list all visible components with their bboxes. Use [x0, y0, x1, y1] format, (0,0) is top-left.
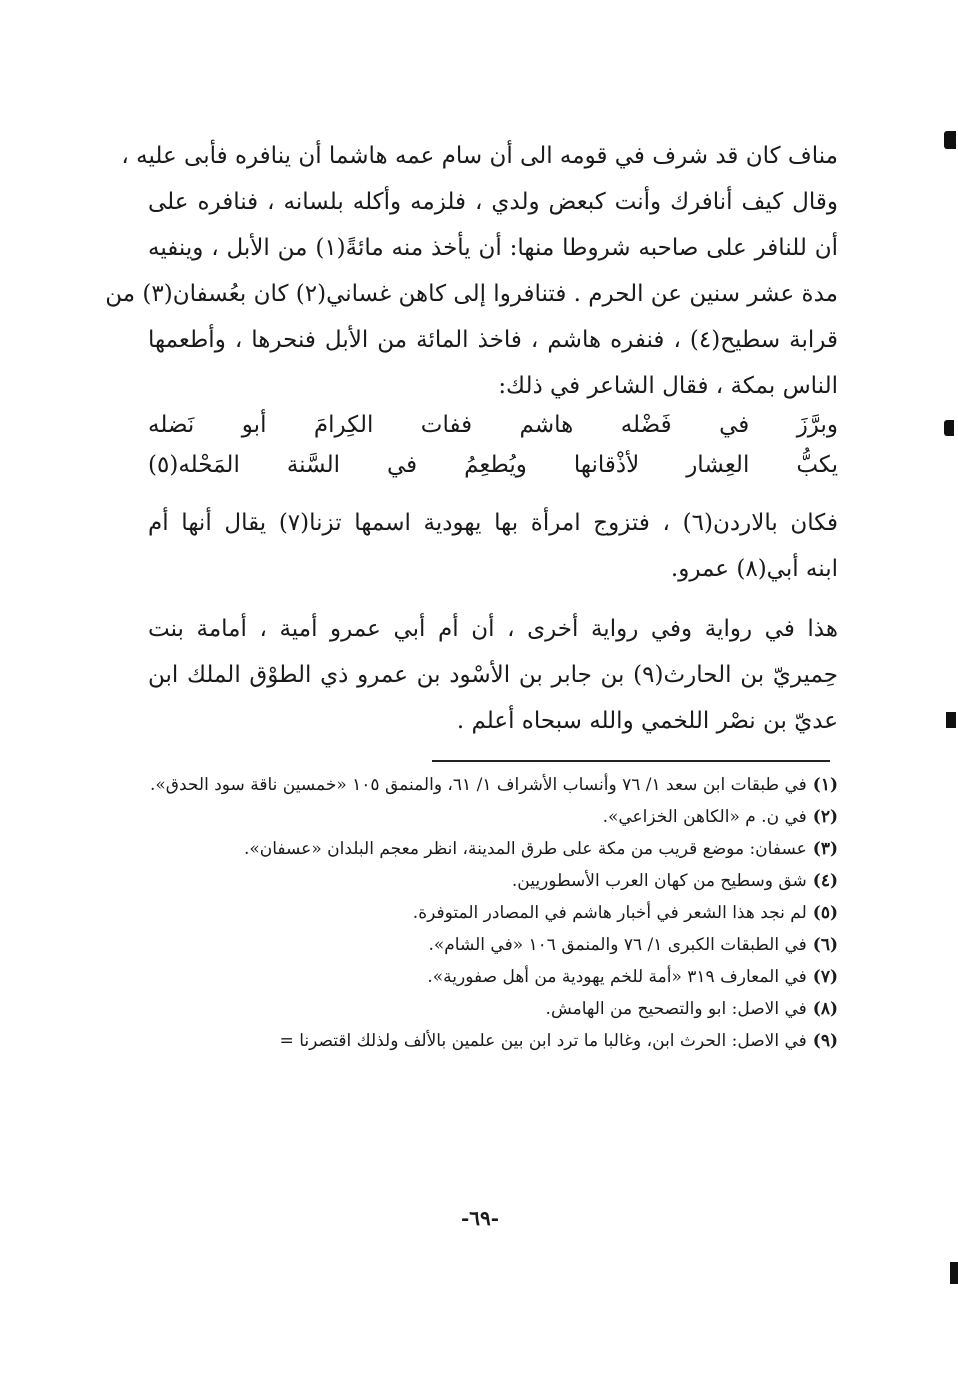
footnote-text: في الطبقات الكبرى ١/ ٧٦ والمنمق ١٠٦ «في الشام».: [428, 935, 807, 955]
text-line: أن للنافر على صاحبه شروطا منها: أن يأخذ منه مائةً(١) من الأبل ، وينفيه: [148, 235, 838, 261]
text-line: هذا في رواية وفي رواية أخرى ، أن أم أبي عمرو أمية ، أمامة بنت: [148, 616, 838, 642]
footnote-number: (٦): [812, 935, 838, 955]
footnote-number: (٢): [812, 807, 838, 827]
verse-word: فَضْله: [620, 412, 672, 438]
verse-word: وبرَّزَ: [796, 412, 838, 438]
verse-word: أبو: [241, 412, 267, 438]
footnote-item: [148, 836, 838, 862]
footnote-number: (٧): [812, 967, 838, 987]
text-line: وقال كيف أنافرك وأنت كبعض ولدي ، فلزمه وأكله بلسانه ، فنافره على: [148, 189, 838, 215]
footnote-item: [148, 900, 838, 926]
footnotes: [148, 772, 838, 1054]
text-line: مدة عشر سنين عن الحرم . فتنافروا إلى كاهن غساني(٢) كان بعُسفان(٣) من: [105, 281, 838, 307]
footnote-item: [148, 1028, 838, 1054]
text-line: عديّ بن نصْر اللخمي والله سبحاه أعلم .: [456, 708, 838, 734]
text-line: فكان بالاردن(٦) ، فتزوج امرأة بها يهودية اسمها تزنا(٧) يقال أنها أم: [148, 510, 838, 536]
footnote-text: عسفان: موضع قريب من مكة على طرق المدينة، انظر معجم البلدان «عسفان».: [243, 839, 807, 859]
footnote-item: [148, 932, 838, 958]
verse-word: هاشم: [519, 412, 574, 438]
footnote-item: [148, 804, 838, 830]
verse-word: نَضله: [148, 412, 195, 438]
verse-word: العِشار: [686, 452, 750, 478]
footnote-text: في ن. م «الكاهن الخزاعي».: [602, 807, 807, 827]
text-line: قرابة سطيح(٤) ، فنفره هاشم ، فاخذ المائة من الأبل فنحرها ، وأطعمها: [148, 327, 838, 353]
paragraph-1: [105, 133, 838, 409]
footnote-item: [148, 772, 838, 798]
verse-word: الكِرامَ: [313, 412, 374, 438]
verse-word: يكبُّ: [796, 452, 838, 478]
verse-word: السَّنة: [286, 452, 340, 478]
paragraph-2: [148, 500, 838, 592]
verse-word: ففات: [420, 412, 473, 438]
footnote-divider: [432, 760, 830, 762]
footnote-text: في الاصل: الحرث ابن، وغالبا ما ترد ابن بين علمين بالألف ولذلك اقتصرنا =: [279, 1031, 807, 1051]
footnote-text: في طبقات ابن سعد ١/ ٧٦ وأنساب الأشراف ١/ ٦١، والمنمق ١٠٥ «خمسين ناقة سود الحدق».: [150, 775, 807, 795]
footnote-item: [148, 868, 838, 894]
verse-word: في: [386, 452, 418, 478]
scan-edge-mark: [944, 420, 954, 436]
text-line: مناف كان قد شرف في قومه الى أن سام عمه هاشما أن ينافره فأبى عليه ،: [121, 143, 838, 169]
text-line: ابنه أبي(٨) عمرو.: [670, 556, 838, 582]
text-line: الناس بمكة ، فقال الشاعر في ذلك:: [498, 373, 838, 399]
verse-line-1: [148, 405, 838, 445]
footnote-item: [148, 964, 838, 990]
verse-word: في: [719, 412, 750, 438]
verse-line-2: [148, 445, 838, 485]
scan-edge-mark: [946, 712, 956, 728]
scan-edge-mark: [950, 1262, 958, 1284]
verse-word: المَحْله(٥): [148, 452, 240, 478]
footnote-item: [148, 996, 838, 1022]
footnote-text: في الاصل: ابو والتصحيح من الهامش.: [545, 999, 807, 1019]
footnote-text: شق وسطيح من كهان العرب الأسطوريين.: [511, 871, 807, 891]
page-number: -٦٩-: [460, 1206, 500, 1230]
footnote-number: (٥): [812, 903, 838, 923]
paragraph-3: [148, 606, 838, 744]
footnote-text: في المعارف ٣١٩ «أمة للخم يهودية من أهل صفورية».: [427, 967, 807, 987]
footnote-number: (٤): [812, 871, 838, 891]
scan-edge-mark: [944, 131, 956, 149]
text-line: حِميريّ بن الحارث(٩) بن جابر بن الأسْود بن عمرو ذي الطوْق الملك ابن: [148, 662, 838, 688]
footnote-number: (٣): [812, 839, 838, 859]
footnote-text: لم نجد هذا الشعر في أخبار هاشم في المصادر المتوفرة.: [412, 903, 807, 923]
footnote-number: (١): [812, 775, 838, 795]
verse-word: ويُطعِمُ: [464, 452, 527, 478]
verse-word: لأذْقانها: [573, 452, 640, 478]
footnote-number: (٩): [812, 1031, 838, 1051]
poem-verse: [148, 405, 838, 485]
footnote-number: (٨): [812, 999, 838, 1019]
